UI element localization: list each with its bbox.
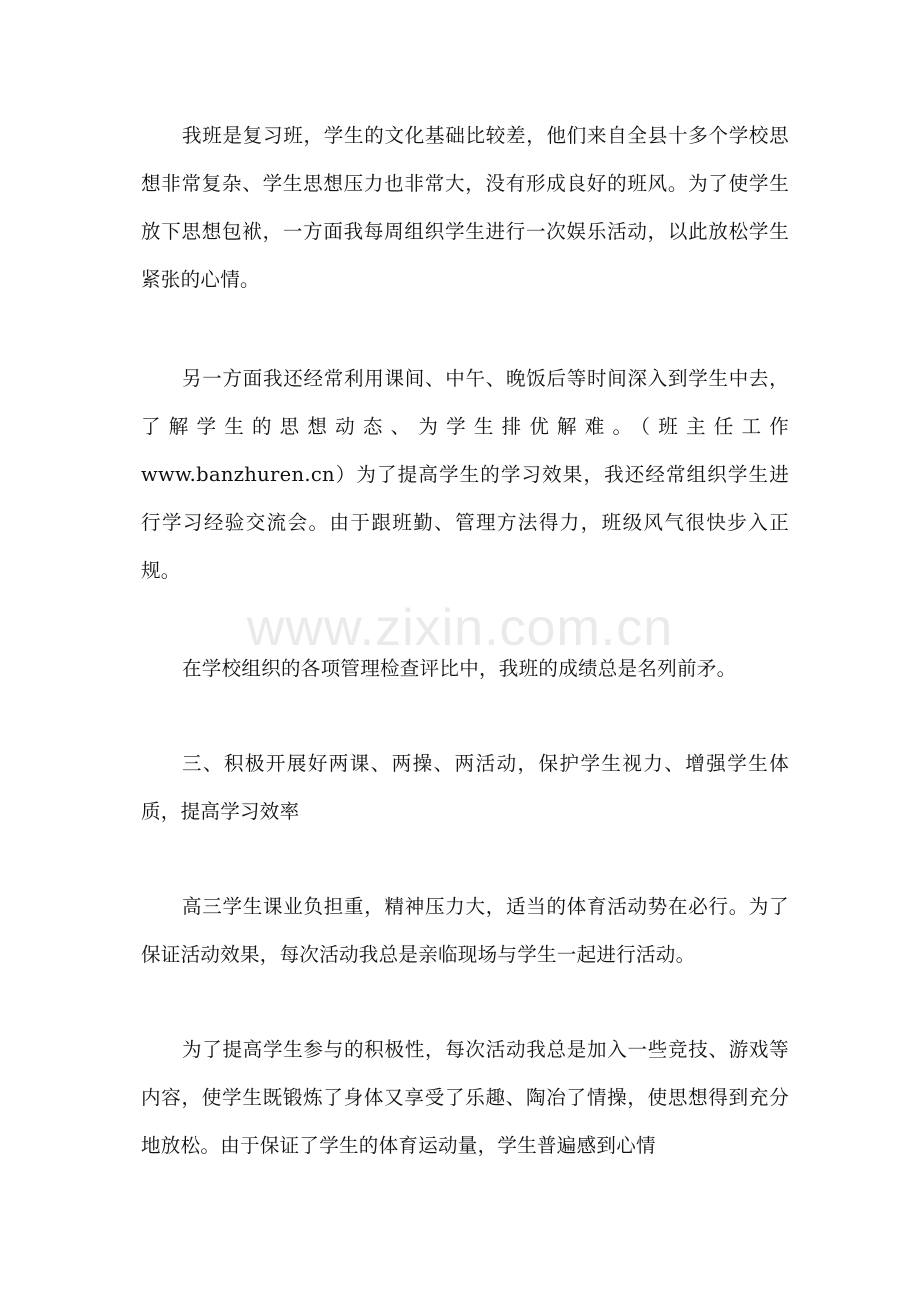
paragraph-5: 高三学生课业负担重，精神压力大，适当的体育活动势在必行。为了保证活动效果，每次活动我总是亲临现场与学生一起进行活动。 [141,895,789,966]
paragraph-2: 另一方面我还经常利用课间、中午、晚饭后等时间深入到学生中去，了解学生的思想动态、为学生排优解难。（班主任工作www.banzhuren.cn）为了提高学生的学习效果，我还经常组织学生进行学习经验交流会。由于跟班勤、管理方法得力，班级风气很快步入正规。 [141,367,789,582]
paragraph-4-heading: 三、积极开展好两课、两操、两活动，保护学生视力、增强学生体质，提高学习效率 [141,752,789,823]
paragraph-1: 我班是复习班，学生的文化基础比较差，他们来自全县十多个学校思想非常复杂、学生思想压力也非常大，没有形成良好的班风。为了使学生放下思想包袱，一方面我每周组织学生进行一次娱乐活动，以此放松学生紧张的心情。 [141,124,789,291]
paragraph-6: 为了提高学生参与的积极性，每次活动我总是加入一些竞技、游戏等内容，使学生既锻炼了身体又享受了乐趣、陶冶了情操，使思想得到充分地放松。由于保证了学生的体育运动量，学生普遍感到心情 [141,1038,789,1157]
watermark: www.zixin.com.cn [246,599,674,657]
paragraph-3: 在学校组织的各项管理检查评比中，我班的成绩总是名列前矛。 [182,657,737,680]
